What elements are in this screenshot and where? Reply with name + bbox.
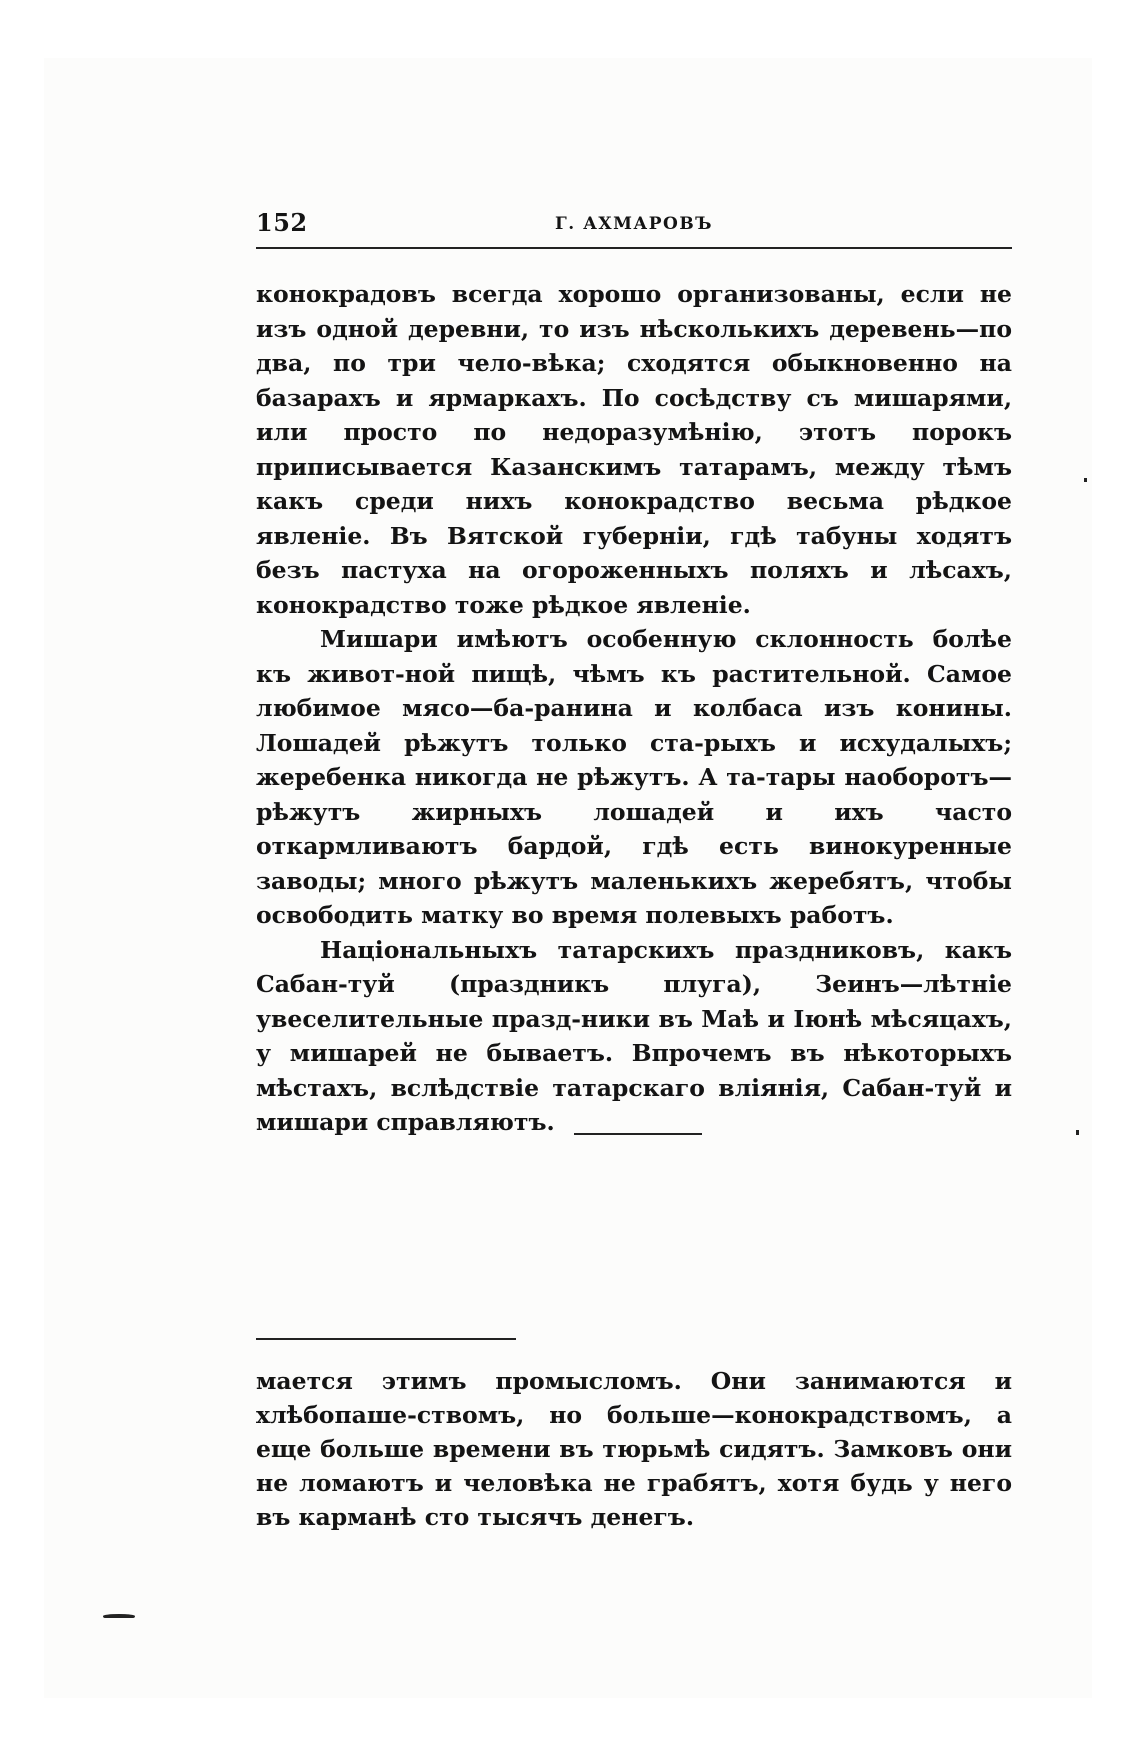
scan-mark — [103, 1614, 135, 1618]
paragraph: конокрадовъ всегда хорошо организованы, если не изъ одной деревни, то изъ нѣсколькихъ деревень—по два, по три чело-вѣка; сходятся обыкновенно на базарахъ и ярмаркахъ. По сосѣдству съ мишарями, или просто по недоразумѣнію, этотъ порокъ приписывается Казанскимъ татарамъ, между тѣмъ какъ среди нихъ конокрадство весьма рѣдкое явленіе. Въ Вятской губерніи, гдѣ табуны ходятъ безъ пастуха на огороженныхъ поляхъ и лѣсахъ, конокрадство тоже рѣдкое явленіе. — [256, 280, 1012, 619]
running-head: Г. АХМАРОВЪ — [555, 214, 713, 234]
main-text — [256, 277, 1012, 1140]
section-end-rule — [574, 1133, 702, 1135]
footnote-rule — [256, 1338, 516, 1340]
footnote-text: мается этимъ промысломъ. Они занимаются и хлѣбопаше-ствомъ, но больше—конокрадствомъ, а еще больше времени въ тюрьмѣ сидятъ. Замковъ они не ломаютъ и человѣка не грабятъ, хотя будь у него въ карманѣ сто тысячъ денегъ. — [256, 1367, 1012, 1531]
scan-mark — [1084, 478, 1087, 482]
page-number: 152 — [256, 208, 308, 237]
page-header — [256, 206, 1012, 246]
scan-mark — [1076, 1130, 1079, 1135]
footnote — [256, 1364, 1012, 1534]
paragraph: Мишари имѣютъ особенную склонность болѣе къ живот-ной пищѣ, чѣмъ къ растительной. Самое любимое мясо—ба-ранина и колбаса изъ конины. Лошадей рѣжутъ только ста-рыхъ и исхудалыхъ; жеребенка никогда не рѣжутъ. А та-тары наоборотъ—рѣжутъ жирныхъ лошадей и ихъ часто откармливаютъ бардой, гдѣ есть винокуренные заводы; много рѣжутъ маленькихъ жеребятъ, чтобы освободить матку во время полевыхъ работъ. — [256, 625, 1012, 929]
paragraph: Національныхъ татарскихъ праздниковъ, какъ Сабан-туй (праздникъ плуга), Зеинъ—лѣтніе увеселительные празд-ники въ Маѣ и Іюнѣ мѣсяцахъ, у мишарей не бываетъ. Впрочемъ въ нѣкоторыхъ мѣстахъ, вслѣдствіе татарскаго вліянія, Сабан-туй и мишари справляютъ. — [256, 935, 1012, 1136]
header-rule — [256, 247, 1012, 249]
